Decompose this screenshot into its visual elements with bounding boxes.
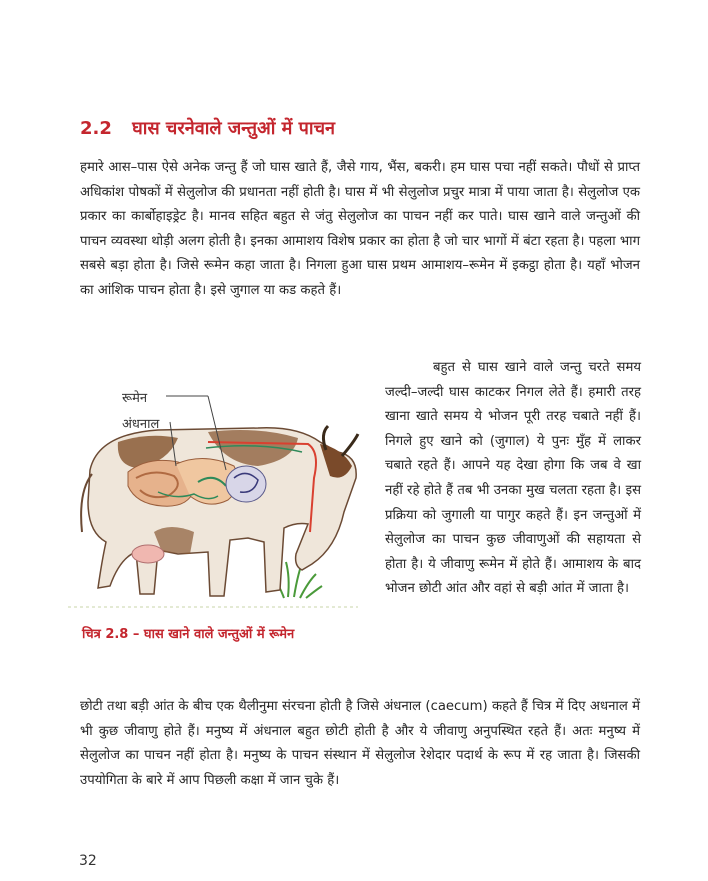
section-title: घास चरनेवाले जन्तुओं में पाचन xyxy=(132,118,335,139)
label-caecum: अंधनाल xyxy=(122,417,160,432)
paragraph-intro: हमारे आस–पास ऐसे अनेक जन्तु हैं जो घास खाते हैं, जैसे गाय, भैंस, बकरी। हम घास पचा नहीं सकते। पौधों से प्राप्त अधिकांश पोषकों में सेलुलोज की प्रधानता नहीं होती है। घास में भी सेलुलोज प्रचुर मात्रा में पाया जाता है। सेलुलोज एक प्रकार का कार्बोहाइड्रेट है। मानव सहित बहुत से जंतु सेलुलोज का पाचन नहीं कर पाते। घास खाने वाले जन्तुओं की पाचन व्यवस्था थोड़ी अलग होती है। इनका आमाशय विशेष प्रकार का होता है जो चार भागों में बंटा रहता है। पहला भाग सबसे बड़ा होता है। जिसे रूमेन कहा जाता है। निगला हुआ घास प्रथम आमाशय–रूमेन में इकट्ठा होता है। यहाँ भोजन का आंशिक पाचन होता है। इसे जुगाल या कड कहते हैं। xyxy=(80,160,640,298)
cow-illustration xyxy=(58,382,368,614)
section-number: 2.2 xyxy=(80,118,112,139)
paragraph-caecum: छोटी तथा बड़ी आंत के बीच एक थैलीनुमा संरचना होती है जिसे अंधनाल (caecum) कहते हैं चित्र में दिए अधनाल में भी कुछ जीवाणु होते हैं। मनुष्य में अंधनाल बहुत छोटी होती है और ये जीवाणु अनुपस्थित रहते हैं। अतः मनुष्य में सेलुलोज का पाचन नहीं होता है। मनुष्य के पाचन संस्थान में सेलुलोज रेशेदार पदार्थ के रूप में रह जाता है। जिसकी उपयोगिता के बारे में आप पिछली कक्षा में जान चुके हैं। xyxy=(80,699,640,788)
udder xyxy=(132,545,164,563)
figure-caption: चित्र 2.8 – घास खाने वाले जन्तुओं में रूमेन xyxy=(82,627,295,642)
cow-digestive-figure xyxy=(58,382,368,614)
rumen xyxy=(226,466,266,502)
page-number: 32 xyxy=(79,853,97,869)
label-rumen: रूमेन xyxy=(122,391,148,406)
rumination-text: बहुत से घास खाने वाले जन्तु चरते समय जल्दी–जल्दी घास काटकर निगल लेते हैं। हमारी तरह खाना खाते समय ये भोजन पूरी तरह चबाते नहीं हैं। निगले हुए खाने को (जुगाल) ये पुनः मुँह में लाकर चबाते रहते हैं। आपने यह देखा होगा कि जब वे खा नहीं रहे होते हैं तब भी उनका मुख चलता रहता है। इस प्रक्रिया को जुगाली या पागुर कहते हैं। इन जन्तुओं में सेलुलोज का पाचन कुछ जीवाणुओं की सहायता से होता है। ये जीवाणु रूमेन में होते हैं। आमाशय के बाद भोजन छोटी आंत और वहां से बड़ी आंत में जाता है। xyxy=(385,360,641,597)
paragraph-rumination xyxy=(385,356,641,602)
section-heading xyxy=(80,116,335,140)
